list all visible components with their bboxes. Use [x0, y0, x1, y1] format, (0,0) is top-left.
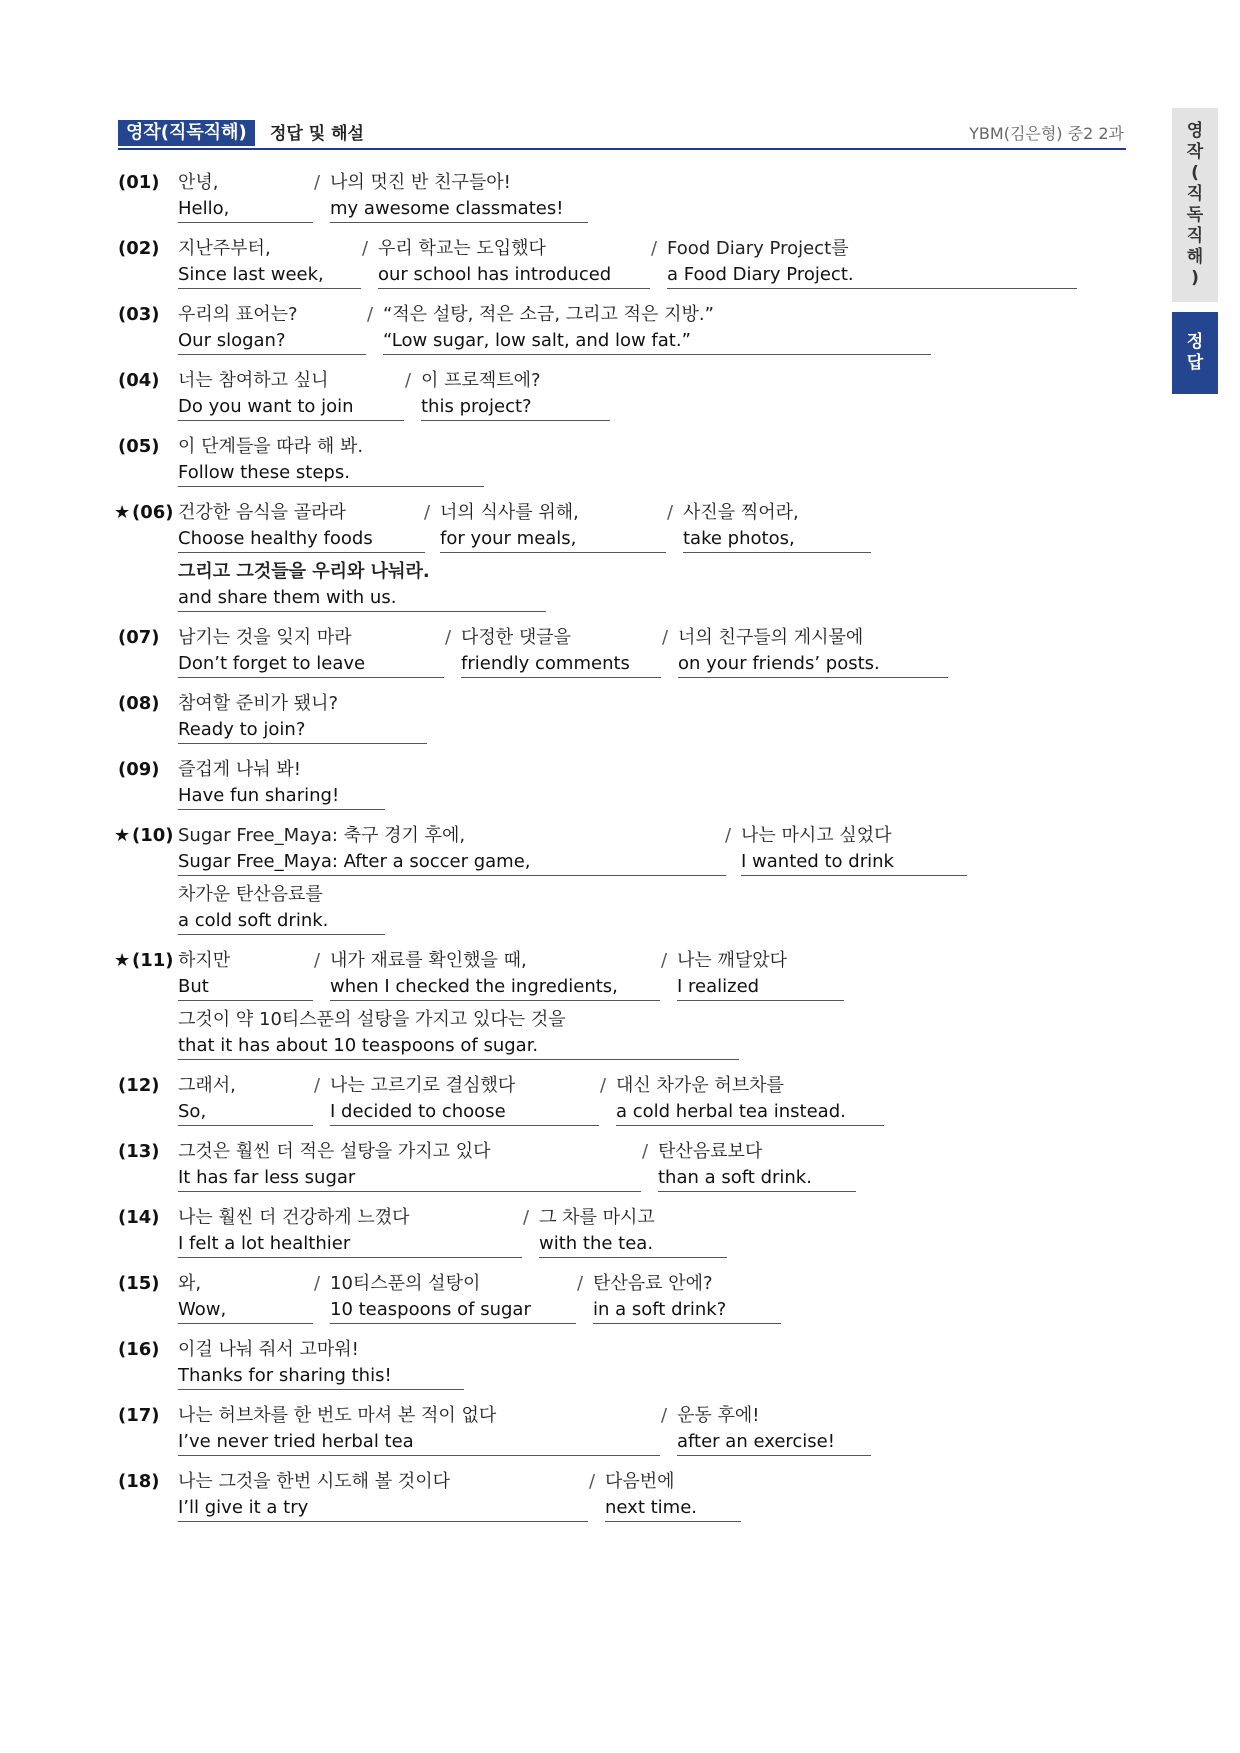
korean-text: 이걸 나눠 줘서 고마워! [178, 1339, 359, 1360]
english-text: 10 teaspoons of sugar [330, 1297, 576, 1324]
english-text: So, [178, 1099, 313, 1126]
chunk [658, 1139, 856, 1193]
korean-text: 차가운 탄산음료를 [178, 884, 323, 905]
chunk [605, 1469, 741, 1523]
korean-text: 너의 식사를 위해, [440, 502, 579, 523]
english-text: I’ve never tried herbal tea [178, 1429, 660, 1456]
chunk [178, 1271, 313, 1325]
korean-text: 나는 마시고 싶었다 [741, 825, 892, 846]
chunk [178, 882, 385, 936]
english-text: after an exercise! [677, 1429, 871, 1456]
english-text: I realized [677, 974, 844, 1001]
english-text: But [178, 974, 313, 1001]
english-text: in a soft drink? [593, 1297, 781, 1324]
slash-divider: / [642, 1141, 649, 1162]
star-icon: ★ [114, 825, 131, 846]
chunk [677, 1403, 871, 1457]
slash-divider: / [367, 304, 374, 325]
chunk [178, 434, 484, 488]
korean-text: 건강한 음식을 골라라 [178, 502, 346, 523]
english-text: with the tea. [539, 1231, 727, 1258]
item-number: (12) [118, 1075, 160, 1096]
slash-divider: / [577, 1273, 584, 1294]
chunk [178, 1469, 588, 1523]
slash-divider: / [362, 238, 369, 259]
english-text: this project? [421, 394, 610, 421]
korean-text: 대신 차가운 허브차를 [616, 1075, 784, 1096]
english-text: Don’t forget to leave [178, 651, 444, 678]
english-text: a Food Diary Project. [667, 262, 1077, 289]
korean-text: 사진을 찍어라, [683, 502, 799, 523]
chunk [178, 170, 313, 224]
korean-text: 지난주부터, [178, 238, 271, 259]
korean-text: 나는 그것을 한번 시도해 볼 것이다 [178, 1471, 451, 1492]
chunk [616, 1073, 884, 1127]
korean-text: 탄산음료보다 [658, 1141, 763, 1162]
section-title-badge: 영작(직독직해) [118, 120, 255, 146]
slash-divider: / [523, 1207, 530, 1228]
slash-divider: / [589, 1471, 596, 1492]
korean-text: 다음번에 [605, 1471, 675, 1492]
korean-text: 나는 깨달았다 [677, 950, 788, 971]
korean-text: 내가 재료를 확인했을 때, [330, 950, 527, 971]
chunk [178, 1073, 313, 1127]
korean-text: 하지만 [178, 950, 231, 971]
english-text: “Low sugar, low salt, and low fat.” [383, 328, 931, 355]
korean-text: 이 프로젝트에? [421, 370, 541, 391]
chunk [178, 1007, 739, 1061]
korean-text: “적은 설탕, 적은 소금, 그리고 적은 지방.” [383, 304, 714, 325]
korean-text: Sugar Free_Maya: 축구 경기 후에, [178, 825, 466, 846]
slash-divider: / [405, 370, 412, 391]
korean-text: 이 단계들을 따라 해 봐. [178, 436, 364, 457]
slash-divider: / [314, 950, 321, 971]
item-number: (02) [118, 238, 160, 259]
item-number: (05) [118, 436, 160, 457]
slash-divider: / [424, 502, 431, 523]
item-number: (04) [118, 370, 160, 391]
item-number: (06) [132, 502, 174, 523]
english-text: for your meals, [440, 526, 666, 553]
item-number: (11) [132, 950, 174, 971]
item-number: (15) [118, 1273, 160, 1294]
slash-divider: / [314, 1075, 321, 1096]
item-number: (01) [118, 172, 160, 193]
item-number: (07) [118, 627, 160, 648]
english-text: a cold herbal tea instead. [616, 1099, 884, 1126]
chunk [178, 1139, 641, 1193]
english-text: Since last week, [178, 262, 361, 289]
korean-text: 그래서, [178, 1075, 236, 1096]
chunk [178, 948, 313, 1002]
korean-text: 와, [178, 1273, 202, 1294]
korean-text: 우리의 표어는? [178, 304, 298, 325]
korean-text: 남기는 것을 잊지 마라 [178, 627, 352, 648]
english-text: Our slogan? [178, 328, 366, 355]
book-reference: YBM(김은형) 중2 2과 [969, 124, 1124, 143]
item-number: (17) [118, 1405, 160, 1426]
chunk [178, 236, 361, 290]
english-text: It has far less sugar [178, 1165, 641, 1192]
korean-text: 다정한 댓글을 [461, 627, 572, 648]
slash-divider: / [600, 1075, 607, 1096]
chunk [678, 625, 948, 679]
english-text: Hello, [178, 196, 313, 223]
korean-text: 그것은 훨씬 더 적은 설탕을 가지고 있다 [178, 1141, 491, 1162]
slash-divider: / [661, 1405, 668, 1426]
chunk [461, 625, 661, 679]
chunk [178, 368, 404, 422]
star-icon: ★ [114, 502, 131, 523]
item-number: (08) [118, 693, 160, 714]
side-tab-translation[interactable]: 영 작 ( 직 독 직 해 ) [1172, 108, 1218, 302]
item-number: (09) [118, 759, 160, 780]
english-text: our school has introduced [378, 262, 650, 289]
chunk [178, 1403, 660, 1457]
slash-divider: / [651, 238, 658, 259]
english-text: Thanks for sharing this! [178, 1363, 464, 1390]
chunk [178, 500, 425, 554]
korean-text: 그 차를 마시고 [539, 1207, 655, 1228]
english-text: than a soft drink. [658, 1165, 856, 1192]
korean-text: 즐겁게 나눠 봐! [178, 759, 301, 780]
korean-text: 나의 멋진 반 친구들아! [330, 172, 511, 193]
chunk [683, 500, 871, 554]
english-text: and share them with us. [178, 585, 546, 612]
chunk [593, 1271, 781, 1325]
korean-text: 참여할 준비가 됐니? [178, 693, 339, 714]
korean-text: 나는 허브차를 한 번도 마셔 본 적이 없다 [178, 1405, 497, 1426]
section-subtitle: 정답 및 해설 [270, 124, 364, 144]
chunk [741, 823, 967, 877]
korean-text: 너는 참여하고 싶니 [178, 370, 329, 391]
chunk [667, 236, 1077, 290]
chunk [539, 1205, 727, 1259]
korean-text: 나는 훨씬 더 건강하게 느꼈다 [178, 1207, 410, 1228]
slash-divider: / [314, 172, 321, 193]
english-text: Do you want to join [178, 394, 404, 421]
item-number: (14) [118, 1207, 160, 1228]
chunk [440, 500, 666, 554]
chunk [421, 368, 610, 422]
chunk [178, 625, 444, 679]
korean-text: 그리고 그것들을 우리와 나눠라. [178, 561, 430, 582]
english-text: Ready to join? [178, 717, 427, 744]
korean-text: 운동 후에! [677, 1405, 760, 1426]
item-number: (10) [132, 825, 174, 846]
chunk [330, 948, 660, 1002]
korean-text: 너의 친구들의 게시물에 [678, 627, 864, 648]
chunk [330, 1271, 576, 1325]
chunk [178, 757, 385, 811]
item-number: (13) [118, 1141, 160, 1162]
english-text: I wanted to drink [741, 849, 967, 876]
chunk [677, 948, 844, 1002]
slash-divider: / [314, 1273, 321, 1294]
chunk [178, 1205, 522, 1259]
korean-text: 10티스푼의 설탕이 [330, 1273, 481, 1294]
korean-text: Food Diary Project를 [667, 238, 849, 259]
chunk [330, 170, 588, 224]
side-tab-answers[interactable]: 정 답 [1172, 312, 1218, 394]
slash-divider: / [725, 825, 732, 846]
english-text: when I checked the ingredients, [330, 974, 660, 1001]
item-number: (03) [118, 304, 160, 325]
chunk [383, 302, 931, 356]
english-text: on your friends’ posts. [678, 651, 948, 678]
chunk [178, 823, 726, 877]
english-text: I’ll give it a try [178, 1495, 588, 1522]
slash-divider: / [667, 502, 674, 523]
english-text: I decided to choose [330, 1099, 599, 1126]
english-text: Choose healthy foods [178, 526, 425, 553]
item-number: (18) [118, 1471, 160, 1492]
chunk [178, 691, 427, 745]
page-header [118, 120, 1126, 150]
star-icon: ★ [114, 950, 131, 971]
english-text: Follow these steps. [178, 460, 484, 487]
english-text: a cold soft drink. [178, 908, 385, 935]
slash-divider: / [445, 627, 452, 648]
slash-divider: / [661, 950, 668, 971]
korean-text: 탄산음료 안에? [593, 1273, 713, 1294]
slash-divider: / [662, 627, 669, 648]
item-number: (16) [118, 1339, 160, 1360]
korean-text: 안녕, [178, 172, 219, 193]
english-text: next time. [605, 1495, 741, 1522]
english-text: take photos, [683, 526, 871, 553]
english-text: friendly comments [461, 651, 661, 678]
english-text: my awesome classmates! [330, 196, 588, 223]
english-text: Sugar Free_Maya: After a soccer game, [178, 849, 726, 876]
english-text: I felt a lot healthier [178, 1231, 522, 1258]
korean-text: 그것이 약 10티스푼의 설탕을 가지고 있다는 것을 [178, 1009, 566, 1030]
chunk [378, 236, 650, 290]
korean-text: 나는 고르기로 결심했다 [330, 1075, 516, 1096]
english-text: Wow, [178, 1297, 313, 1324]
english-text: Have fun sharing! [178, 783, 385, 810]
korean-text: 우리 학교는 도입했다 [378, 238, 546, 259]
chunk [178, 559, 546, 613]
chunk [330, 1073, 599, 1127]
chunk [178, 1337, 464, 1391]
english-text: that it has about 10 teaspoons of sugar. [178, 1033, 739, 1060]
chunk [178, 302, 366, 356]
